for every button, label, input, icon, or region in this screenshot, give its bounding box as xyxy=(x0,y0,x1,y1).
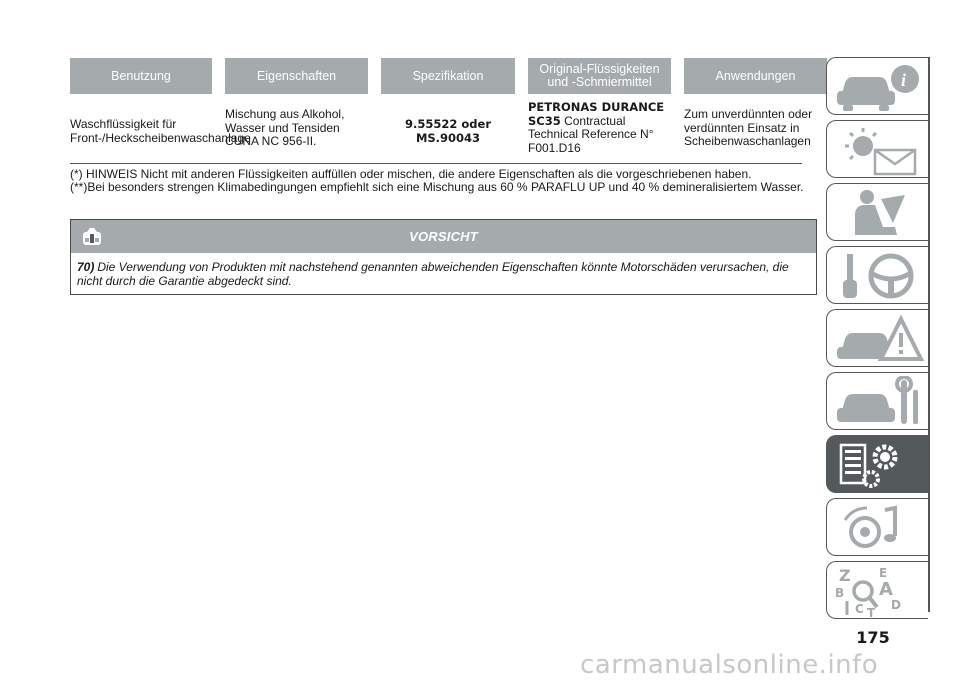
index-letter-d: D xyxy=(891,598,901,612)
header-properties: Eigenschaften xyxy=(225,58,368,94)
caution-number: 70) xyxy=(77,260,95,274)
caution-body xyxy=(77,261,812,288)
car-service-icon xyxy=(835,376,925,428)
cell-usage: Waschflüssigkeit für Front-/Heckscheibenwaschanlage xyxy=(70,117,251,145)
page-number: 175 xyxy=(856,628,890,647)
car-warning-icon xyxy=(835,313,925,365)
header-usage: Benutzung xyxy=(70,58,212,94)
tab-technical-data[interactable] xyxy=(826,435,928,493)
note-hinweis: (*) HINWEIS Nicht mit anderen Flüssigkeiten auffüllen oder mischen, die andere Eigenschaften als die vorgeschriebenen haben. xyxy=(70,167,752,181)
fluid-brand: PETRONAS DURANCE SC35 xyxy=(528,100,665,128)
svg-text:i: i xyxy=(901,70,907,90)
tab-start-drive[interactable] xyxy=(826,246,928,304)
tab-emergency[interactable] xyxy=(826,309,928,367)
tab-index[interactable] xyxy=(826,561,928,619)
tab-car-info[interactable] xyxy=(826,57,928,115)
header-applications: Anwendungen xyxy=(684,58,827,94)
caution-title: VORSICHT xyxy=(409,229,478,244)
key-steering-wheel-icon xyxy=(835,250,925,302)
index-letter-z: Z xyxy=(839,566,851,585)
cell-original-fluid xyxy=(528,101,671,155)
multimedia-icon xyxy=(835,502,925,554)
tab-multimedia[interactable] xyxy=(826,498,928,556)
watermark: carmanualsonline.info xyxy=(580,650,879,680)
car-info-icon xyxy=(835,61,925,113)
tab-safety[interactable] xyxy=(826,183,928,241)
table-header-row xyxy=(70,58,800,94)
caution-box xyxy=(70,219,817,295)
tab-lights-messages[interactable] xyxy=(826,120,928,178)
cell-specification: 9.55522 oder MS.90043 xyxy=(405,117,491,145)
cell-applications: Zum unverdünnten oder verdünnten Einsatz in Scheibenwaschanlagen xyxy=(684,107,813,148)
fluid-detail: Contractual Technical Reference N° F001.D16 xyxy=(528,113,654,155)
index-letter-t: T xyxy=(867,606,876,617)
fluid-spec-table xyxy=(70,58,813,155)
index-letter-b: B xyxy=(835,586,845,600)
light-message-icon xyxy=(835,124,925,176)
index-letter-e: E xyxy=(879,566,888,580)
cell-properties: Mischung aus Alkohol, Wasser und Tensiden CUNA NC 956-II. xyxy=(225,107,345,148)
index-letter-c: C xyxy=(855,602,864,616)
header-specification: Spezifikation xyxy=(381,58,515,94)
caution-header xyxy=(71,220,816,253)
note-climate: (**)Bei besonders strengen Klimabedingungen empfiehlt sich eine Mischung aus 60 % PARAFLU UP und 40 % demineralisiertem Wasser. xyxy=(70,180,804,194)
table-bottom-rule xyxy=(70,163,802,164)
sidenav-rule xyxy=(928,57,930,612)
tab-maintenance[interactable] xyxy=(826,372,928,430)
table-row xyxy=(70,100,813,155)
seat-airbag-icon xyxy=(835,187,925,239)
caution-text: Die Verwendung von Produkten mit nachstehend genannten abweichenden Eigenschaften könnte Motorschäden verursachen, die nicht durch die Garantie abgedeckt sind. xyxy=(77,260,789,288)
index-icon xyxy=(835,565,925,617)
index-letter-a: A xyxy=(879,579,893,600)
header-original-fluids: Original-Flüssigkeiten und -Schmiermittel xyxy=(528,58,671,94)
technical-data-icon xyxy=(835,439,925,491)
